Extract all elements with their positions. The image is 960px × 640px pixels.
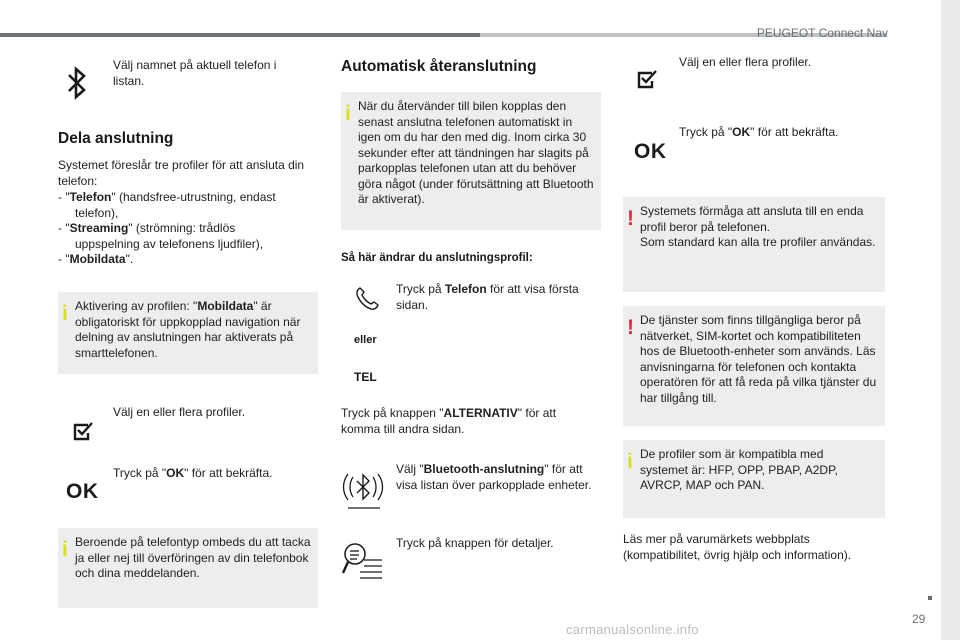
- warning-box-profile: [623, 197, 885, 292]
- info-box-reconnect: [341, 92, 601, 230]
- info-text: De profiler som är kompatibla med systemet är: HFP, OPP, PBAP, A2DP, AVRCP, MAP och PAN.: [640, 447, 838, 492]
- eller-label: eller: [354, 334, 377, 346]
- press-ok-text: Tryck på "OK" för att bekräfta.: [113, 466, 273, 480]
- checkbox-icon: [637, 70, 659, 90]
- details-magnifier-icon: [342, 540, 384, 580]
- info-box-mobildata: [58, 292, 318, 374]
- select-phone-text: Välj namnet på aktuell telefon i listan.: [113, 58, 277, 88]
- info-text: Aktivering av profilen: "Mobildata" är obligatoriskt för uppkopplad navigation när delning av anslutningen har aktiverats på smarttelefonen.: [75, 299, 301, 360]
- press-ok-text: Tryck på "OK" för att bekräfta.: [679, 125, 839, 139]
- choose-profiles-text: Välj en eller flera profiler.: [113, 405, 246, 419]
- list-item: telefon),: [75, 205, 119, 220]
- profiles-list: [58, 190, 320, 268]
- page-marker: [928, 596, 932, 600]
- info-mark-icon: i: [627, 450, 633, 473]
- change-profile-subheading: Så här ändrar du anslutningsprofil:: [341, 252, 533, 264]
- checkbox-icon: [73, 422, 95, 442]
- choose-profiles-text: Välj en eller flera profiler.: [679, 55, 812, 69]
- warning-text: De tjänster som finns tillgängliga beror på nätverket, SIM-kortet och kompatibiliteten hos de Bluetooth-enheter som används. Läs anvisningarna för telefonen och kontakta operatören för att få reda på vilka tjänster du har tillgång till.: [640, 313, 877, 405]
- warning-text: Systemets förmåga att ansluta till en enda profil beror på telefonen. Som standard kan alla tre profiler användas.: [640, 204, 876, 249]
- info-box-compatible-profiles: [623, 440, 885, 518]
- list-item: uppspelning av telefonens ljudfiler),: [75, 236, 264, 251]
- press-telefon-text: Tryck på Telefon för att visa första sidan.: [396, 282, 579, 312]
- warning-mark-icon: !: [627, 316, 634, 339]
- watermark: carmanualsonline.info: [566, 622, 699, 637]
- tel-button-icon: TEL: [354, 370, 377, 384]
- info-mark-icon: i: [62, 538, 68, 561]
- page-header-title: PEUGEOT Connect Nav: [756, 26, 888, 40]
- page-side-strip: [941, 0, 960, 640]
- bluetooth-signal-icon: [340, 462, 386, 512]
- ok-icon: OK: [66, 480, 99, 503]
- list-item: - "Streaming" (strömning: trådlös: [58, 221, 236, 235]
- info-mark-icon: i: [62, 302, 68, 325]
- list-item: - "Mobildata".: [58, 252, 134, 266]
- heading-automatisk-ateranslutning: Automatisk återanslutning: [341, 58, 537, 75]
- info-text: När du återvänder till bilen kopplas den senast anslutna telefonen automatiskt in igen om du har den med dig. Inom cirka 30 sekunder efter att tändningen har slagits på parkopplas telefonen utan att du behöver göra något (under förutsättning att Bluetooth är aktiverat).: [358, 99, 594, 206]
- phone-handset-icon: [354, 286, 380, 312]
- more-info-text: Läs mer på varumärkets webbplats (kompatibilitet, övrig hjälp och information).: [623, 532, 852, 562]
- ok-icon: OK: [634, 140, 667, 163]
- heading-dela-anslutning: Dela anslutning: [58, 130, 174, 147]
- profiles-intro: Systemet föreslår tre profiler för att ansluta din telefon:: [58, 158, 305, 188]
- header-rule-dark: [0, 33, 480, 37]
- info-text: Beroende på telefontyp ombeds du att tacka ja eller nej till överföringen av din telefonbok och dina meddelanden.: [75, 535, 311, 580]
- page-number: 29: [912, 612, 926, 626]
- select-bluetooth-connection-text: Välj "Bluetooth-anslutning" för att visa listan över parkopplade enheter.: [396, 462, 592, 492]
- press-alternativ-text: Tryck på knappen "ALTERNATIV" för att komma till andra sidan.: [341, 406, 557, 436]
- bluetooth-icon: [66, 66, 88, 100]
- warning-box-services: [623, 306, 885, 426]
- list-item: - "Telefon" (handsfree-utrustning, endast: [58, 190, 276, 204]
- details-text: Tryck på knappen för detaljer.: [396, 536, 554, 550]
- info-mark-icon: i: [345, 102, 351, 125]
- info-box-phonebook: [58, 528, 318, 608]
- warning-mark-icon: !: [627, 207, 634, 230]
